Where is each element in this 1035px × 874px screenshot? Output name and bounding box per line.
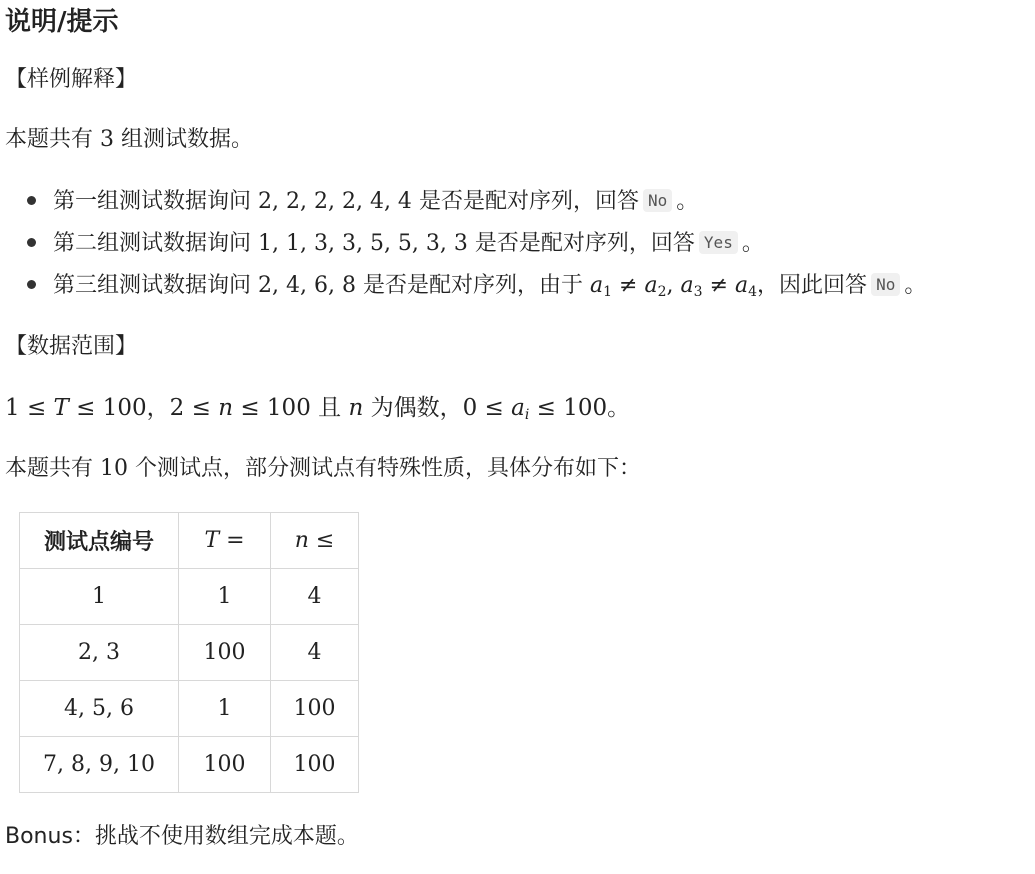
bonus-line: Bonus：挑战不使用数组完成本题。 <box>5 824 359 849</box>
cell-n: 4 <box>271 569 359 625</box>
item-question: 是否是配对序列，由于 <box>362 273 583 298</box>
testpoint-table <box>19 512 359 793</box>
sample-explanation-label: 【样例解释】 <box>5 67 138 92</box>
answer-code: Yes <box>699 231 738 254</box>
cell-T: 1 <box>179 681 271 737</box>
subscript: 3 <box>693 284 703 300</box>
item-end: 。 <box>904 273 927 298</box>
table-row <box>20 569 359 625</box>
inequality-formula <box>590 273 757 298</box>
answer-code: No <box>871 273 900 296</box>
item-sequence: 2, 2, 2, 2, 4, 4 <box>258 189 412 214</box>
item-prefix: 第一组测试数据询问 <box>53 189 252 214</box>
list-item <box>5 268 926 310</box>
var-n: n <box>348 395 364 421</box>
even-text: 为偶数， <box>363 395 463 421</box>
neq-sign: ≠ <box>709 273 728 298</box>
item-question: 是否是配对序列，回答 <box>474 231 695 256</box>
cell-ids: 4, 5, 6 <box>20 681 179 737</box>
cell-ids: 7, 8, 9, 10 <box>20 737 179 793</box>
cell-n: 100 <box>271 681 359 737</box>
subscript: i <box>524 407 530 423</box>
cell-ids: 1 <box>20 569 179 625</box>
constraint-part: ≤ 100 <box>68 395 147 421</box>
sample-explanation-list <box>5 184 926 310</box>
item-tail: ，因此回答 <box>757 273 868 298</box>
table-row <box>20 625 359 681</box>
cell-T: 1 <box>179 569 271 625</box>
header-testpoint-id: 测试点编号 <box>20 513 179 569</box>
item-question: 是否是配对序列，回答 <box>418 189 639 214</box>
header-n: n ≤ <box>271 513 359 569</box>
testpoint-paragraph <box>5 453 641 485</box>
item-end: 。 <box>676 189 699 214</box>
separator: ， <box>146 395 170 421</box>
header-T: T = <box>179 513 271 569</box>
section-heading: 说明/提示 <box>5 7 119 37</box>
conjunction: 且 <box>310 395 349 421</box>
subscript: 2 <box>657 284 667 300</box>
constraint-part: 0 ≤ <box>462 395 512 421</box>
answer-code: No <box>643 189 672 212</box>
sentence-end: 。 <box>607 395 631 421</box>
subscript: 1 <box>603 284 613 300</box>
tp-after: 个测试点，部分测试点有特殊性质，具体分布如下： <box>135 456 642 481</box>
cell-ids: 2, 3 <box>20 625 179 681</box>
table-row <box>20 737 359 793</box>
intro-paragraph <box>5 124 253 156</box>
comma: , <box>666 273 681 298</box>
table-header-row <box>20 513 359 569</box>
var-T: T <box>53 395 69 421</box>
cell-T: 100 <box>179 737 271 793</box>
var-a: a <box>644 273 658 298</box>
var-n: n <box>218 395 234 421</box>
var-a: a <box>735 273 749 298</box>
item-sequence: 2, 4, 6, 8 <box>258 273 356 298</box>
item-sequence: 1, 1, 3, 3, 5, 5, 3, 3 <box>258 231 468 256</box>
cell-n: 4 <box>271 625 359 681</box>
constraints-line <box>5 392 630 431</box>
data-range-label: 【数据范围】 <box>5 334 138 359</box>
item-end: 。 <box>741 231 764 256</box>
cell-T: 100 <box>179 625 271 681</box>
neq-sign: ≠ <box>619 273 638 298</box>
var-a: a <box>589 273 604 298</box>
item-prefix: 第三组测试数据询问 <box>53 273 252 298</box>
tp-count: 10 <box>100 456 129 481</box>
intro-count: 3 <box>100 127 115 152</box>
constraint-part: 1 ≤ <box>5 395 54 421</box>
intro-before: 本题共有 <box>5 127 94 152</box>
var-a: a <box>680 273 694 298</box>
constraint-part: ≤ 100 <box>233 395 311 421</box>
var-a: a <box>511 395 525 421</box>
table-row <box>20 681 359 737</box>
subscript: 4 <box>748 284 758 300</box>
intro-after: 组测试数据。 <box>121 127 254 152</box>
tp-before: 本题共有 <box>5 456 94 481</box>
cell-n: 100 <box>271 737 359 793</box>
list-item <box>5 184 926 226</box>
item-prefix: 第二组测试数据询问 <box>53 231 252 256</box>
constraint-part: ≤ 100 <box>529 395 608 421</box>
list-item <box>5 226 926 268</box>
constraint-part: 2 ≤ <box>169 395 219 421</box>
